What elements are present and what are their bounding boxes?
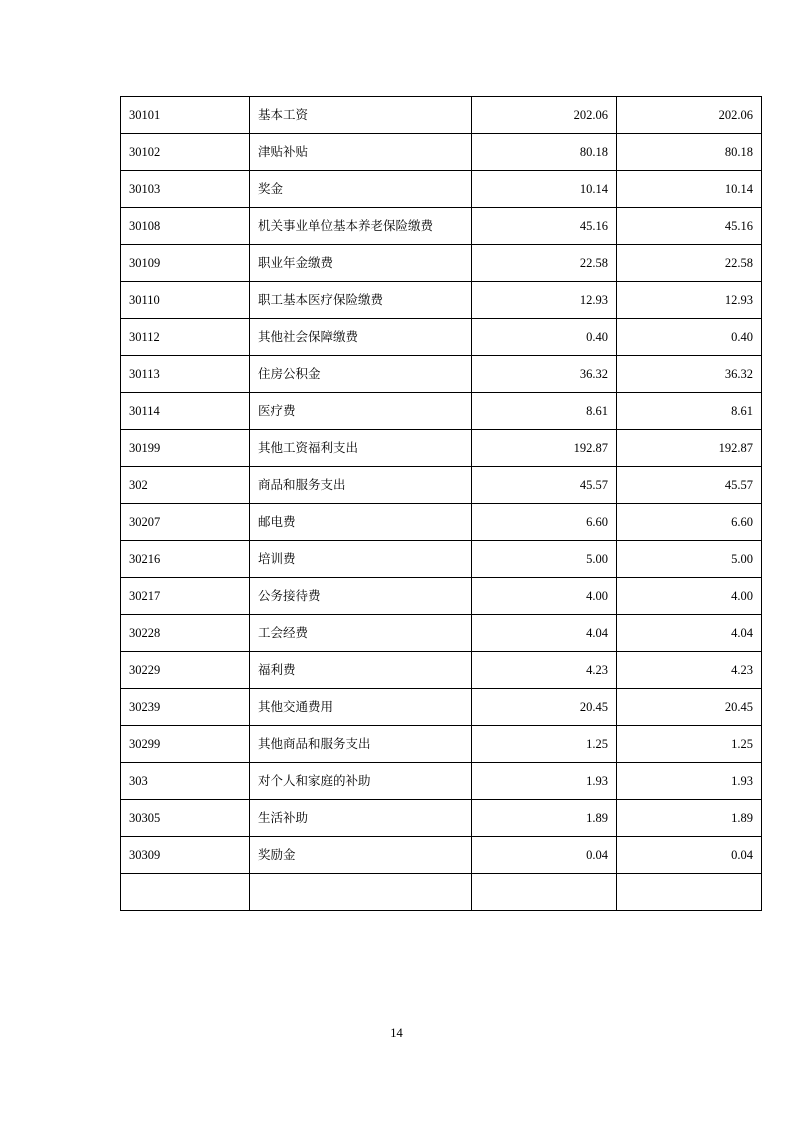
row-code: 30216	[121, 541, 250, 578]
row-value-1: 1.89	[472, 800, 617, 837]
row-code: 302	[121, 467, 250, 504]
row-code: 30102	[121, 134, 250, 171]
row-code: 30110	[121, 282, 250, 319]
row-value-2: 5.00	[617, 541, 762, 578]
row-value-1: 8.61	[472, 393, 617, 430]
row-code: 30299	[121, 726, 250, 763]
table-row	[121, 615, 762, 652]
row-value-1: 45.16	[472, 208, 617, 245]
row-value-2	[617, 874, 762, 911]
table-row	[121, 245, 762, 282]
row-name: 医疗费	[250, 393, 472, 430]
row-name: 其他商品和服务支出	[250, 726, 472, 763]
row-value-2: 4.23	[617, 652, 762, 689]
row-value-1: 6.60	[472, 504, 617, 541]
table-row	[121, 578, 762, 615]
row-code: 30101	[121, 97, 250, 134]
table-row	[121, 97, 762, 134]
row-value-2: 12.93	[617, 282, 762, 319]
row-name: 职业年金缴费	[250, 245, 472, 282]
budget-table-body	[121, 97, 762, 911]
row-value-2: 45.57	[617, 467, 762, 504]
row-value-2: 20.45	[617, 689, 762, 726]
row-value-1: 4.04	[472, 615, 617, 652]
budget-table	[120, 96, 762, 911]
row-code: 30309	[121, 837, 250, 874]
row-value-2: 80.18	[617, 134, 762, 171]
row-name: 邮电费	[250, 504, 472, 541]
row-code: 30239	[121, 689, 250, 726]
table-row	[121, 134, 762, 171]
row-value-2: 45.16	[617, 208, 762, 245]
row-value-2: 22.58	[617, 245, 762, 282]
table-row	[121, 319, 762, 356]
row-name: 职工基本医疗保险缴费	[250, 282, 472, 319]
row-name: 基本工资	[250, 97, 472, 134]
row-value-2: 202.06	[617, 97, 762, 134]
row-code: 30109	[121, 245, 250, 282]
row-name: 商品和服务支出	[250, 467, 472, 504]
table-row	[121, 800, 762, 837]
row-code: 30103	[121, 171, 250, 208]
row-value-1: 0.40	[472, 319, 617, 356]
row-value-1: 80.18	[472, 134, 617, 171]
row-code: 303	[121, 763, 250, 800]
row-name: 津贴补贴	[250, 134, 472, 171]
row-name: 公务接待费	[250, 578, 472, 615]
row-code: 30305	[121, 800, 250, 837]
row-name: 福利费	[250, 652, 472, 689]
row-value-1	[472, 874, 617, 911]
row-name: 住房公积金	[250, 356, 472, 393]
row-name: 机关事业单位基本养老保险缴费	[250, 208, 472, 245]
row-name: 其他交通费用	[250, 689, 472, 726]
table-row	[121, 504, 762, 541]
table-row	[121, 726, 762, 763]
row-value-1: 0.04	[472, 837, 617, 874]
table-row	[121, 689, 762, 726]
row-value-1: 20.45	[472, 689, 617, 726]
row-value-1: 4.00	[472, 578, 617, 615]
table-row	[121, 282, 762, 319]
table-row	[121, 171, 762, 208]
table-row	[121, 837, 762, 874]
row-value-2: 1.89	[617, 800, 762, 837]
budget-table-container	[120, 96, 753, 911]
row-value-1: 192.87	[472, 430, 617, 467]
table-row	[121, 356, 762, 393]
row-name	[250, 874, 472, 911]
table-row	[121, 874, 762, 911]
row-value-1: 4.23	[472, 652, 617, 689]
row-value-2: 36.32	[617, 356, 762, 393]
row-value-2: 6.60	[617, 504, 762, 541]
row-name: 奖金	[250, 171, 472, 208]
row-value-2: 10.14	[617, 171, 762, 208]
row-value-1: 1.25	[472, 726, 617, 763]
row-value-2: 4.00	[617, 578, 762, 615]
row-code: 30228	[121, 615, 250, 652]
row-value-1: 22.58	[472, 245, 617, 282]
row-code	[121, 874, 250, 911]
row-code: 30108	[121, 208, 250, 245]
row-code: 30229	[121, 652, 250, 689]
row-name: 其他社会保障缴费	[250, 319, 472, 356]
row-code: 30199	[121, 430, 250, 467]
row-name: 生活补助	[250, 800, 472, 837]
row-code: 30217	[121, 578, 250, 615]
row-value-1: 10.14	[472, 171, 617, 208]
table-row	[121, 652, 762, 689]
row-value-1: 202.06	[472, 97, 617, 134]
table-row	[121, 208, 762, 245]
row-name: 奖励金	[250, 837, 472, 874]
row-value-2: 8.61	[617, 393, 762, 430]
table-row	[121, 467, 762, 504]
row-value-1: 36.32	[472, 356, 617, 393]
row-code: 30114	[121, 393, 250, 430]
table-row	[121, 430, 762, 467]
row-value-2: 0.40	[617, 319, 762, 356]
table-row	[121, 393, 762, 430]
row-value-1: 12.93	[472, 282, 617, 319]
row-value-1: 5.00	[472, 541, 617, 578]
row-value-2: 4.04	[617, 615, 762, 652]
row-name: 工会经费	[250, 615, 472, 652]
row-code: 30207	[121, 504, 250, 541]
row-code: 30112	[121, 319, 250, 356]
row-code: 30113	[121, 356, 250, 393]
table-row	[121, 541, 762, 578]
page-number: 14	[390, 1026, 403, 1040]
row-name: 培训费	[250, 541, 472, 578]
row-value-1: 1.93	[472, 763, 617, 800]
row-name: 其他工资福利支出	[250, 430, 472, 467]
row-value-2: 1.93	[617, 763, 762, 800]
row-value-2: 1.25	[617, 726, 762, 763]
table-row	[121, 763, 762, 800]
row-value-1: 45.57	[472, 467, 617, 504]
row-name: 对个人和家庭的补助	[250, 763, 472, 800]
row-value-2: 192.87	[617, 430, 762, 467]
row-value-2: 0.04	[617, 837, 762, 874]
